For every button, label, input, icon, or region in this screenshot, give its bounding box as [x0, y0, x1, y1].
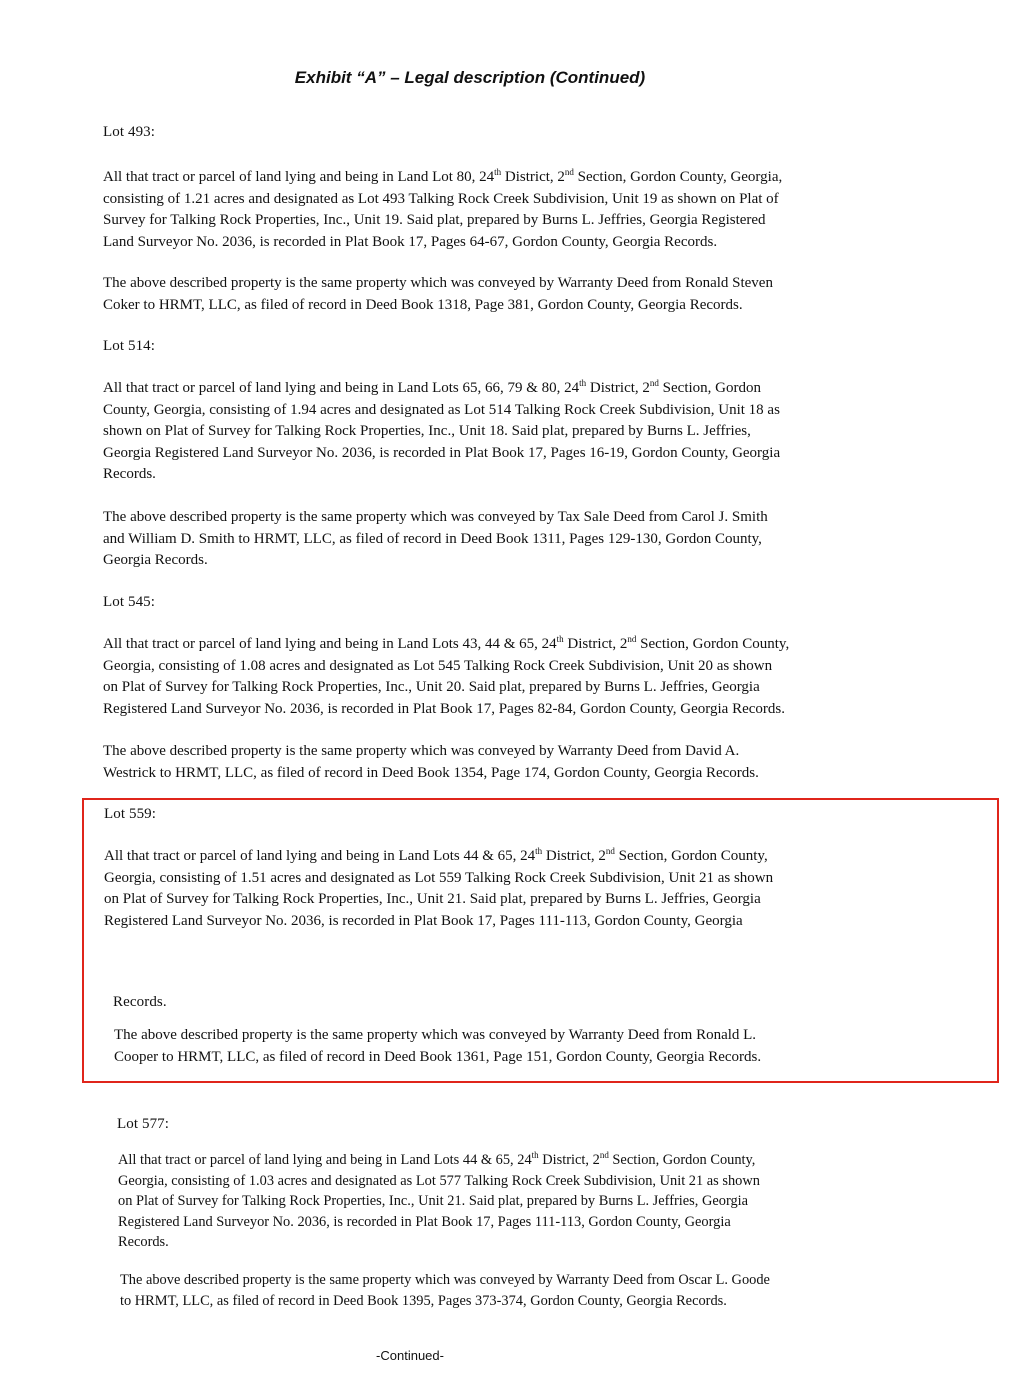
- text-line: Georgia, consisting of 1.08 acres and designated as Lot 545 Talking Rock Creek Subdivision, Unit 20 as shown: [103, 657, 773, 674]
- text-line: shown on Plat of Survey for Talking Rock Properties, Inc., Unit 18. Said plat, prepared by Burns L. Jeffries,: [103, 423, 751, 439]
- lot-conveyance: [120, 1270, 918, 1311]
- lot-description: [103, 167, 935, 253]
- lot-description: [104, 846, 936, 932]
- text-line: Westrick to HRMT, LLC, as filed of record in Deed Book 1354, Page 174, Gordon County, Georgia Records.: [103, 764, 759, 781]
- text-line: All that tract or parcel of land lying and being in Land Lots 44 & 65, 24th District, 2nd Section, Gordon County,: [118, 1150, 756, 1168]
- page-title: Exhibit “A” – Legal description (Continued): [294, 68, 646, 87]
- text-line: Cooper to HRMT, LLC, as filed of record in Deed Book 1361, Page 151, Gordon County, Georgia Records.: [114, 1048, 762, 1065]
- text-line: Survey for Talking Rock Properties, Inc., Unit 19. Said plat, prepared by Burns L. Jeffries, Georgia Registered: [103, 212, 766, 228]
- continued-footer: -Continued-: [376, 1348, 444, 1363]
- text-line: and William D. Smith to HRMT, LLC, as filed of record in Deed Book 1311, Pages 129-130, Gordon County,: [103, 530, 762, 547]
- lot-heading: Lot 514:: [103, 338, 156, 354]
- lot-heading: Lot 545:: [103, 594, 156, 610]
- text-line: County, Georgia, consisting of 1.94 acres and designated as Lot 514 Talking Rock Creek Subdivision, Unit 18 as: [103, 401, 780, 418]
- text-line: The above described property is the same property which was conveyed by Warranty Deed from Ronald L.: [114, 1027, 757, 1043]
- text-line: The above described property is the same property which was conveyed by Warranty Deed from David A.: [103, 743, 740, 759]
- text-line: The above described property is the same property which was conveyed by Tax Sale Deed from Carol J. Smith: [103, 509, 768, 525]
- text-line: Georgia Records.: [103, 552, 208, 568]
- text-line: Land Surveyor No. 2036, is recorded in Plat Book 17, Pages 64-67, Gordon County, Georgia Records.: [103, 233, 718, 250]
- text-line: Records.: [118, 1234, 169, 1250]
- lot-heading: Lot 493:: [103, 124, 156, 140]
- lot-heading: Lot 559:: [104, 806, 157, 822]
- text-line: All that tract or parcel of land lying and being in Land Lots 43, 44 & 65, 24th District, 2nd Section, Gordon County,: [103, 634, 790, 652]
- lot-conveyance: [114, 1025, 914, 1068]
- text-line: Georgia, consisting of 1.03 acres and designated as Lot 577 Talking Rock Creek Subdivision, Unit 21 as shown: [118, 1172, 760, 1189]
- lot-description: [103, 634, 935, 720]
- text-line: Registered Land Surveyor No. 2036, is recorded in Plat Book 17, Pages 82-84, Gordon County, Georgia Records.: [103, 700, 785, 717]
- text-line: to HRMT, LLC, as filed of record in Deed Book 1395, Pages 373-374, Gordon County, Georgia Records.: [120, 1292, 727, 1309]
- text-line: All that tract or parcel of land lying and being in Land Lots 44 & 65, 24th District, 2nd Section, Gordon County,: [104, 846, 768, 864]
- text-line: Registered Land Surveyor No. 2036, is recorded in Plat Book 17, Pages 111-113, Gordon County, Georgia: [104, 912, 743, 929]
- text-line: The above described property is the same property which was conveyed by Warranty Deed from Oscar L. Goode: [120, 1272, 770, 1288]
- lot-conveyance: [103, 507, 935, 572]
- lot-description-continuation: Records.: [113, 994, 167, 1010]
- text-line: All that tract or parcel of land lying and being in Land Lot 80, 24th District, 2nd Section, Gordon County, Georgia,: [103, 167, 783, 185]
- lot-description: [118, 1150, 918, 1253]
- text-line: Records.: [103, 466, 156, 482]
- text-line: on Plat of Survey for Talking Rock Properties, Inc., Unit 21. Said plat, prepared by Burns L. Jeffries, Georgia: [118, 1193, 749, 1209]
- lot-description: [103, 378, 935, 486]
- text-line: The above described property is the same property which was conveyed by Warranty Deed from Ronald Steven: [103, 275, 773, 291]
- text-line: Registered Land Surveyor No. 2036, is recorded in Plat Book 17, Pages 111-113, Gordon County, Georgia: [118, 1213, 731, 1230]
- text-line: Georgia, consisting of 1.51 acres and designated as Lot 559 Talking Rock Creek Subdivision, Unit 21 as shown: [104, 869, 774, 886]
- text-line: consisting of 1.21 acres and designated as Lot 493 Talking Rock Creek Subdivision, Unit 19 as shown on Plat of: [103, 190, 779, 207]
- lot-heading: Lot 577:: [117, 1116, 170, 1132]
- text-line: Georgia Registered Land Surveyor No. 2036, is recorded in Plat Book 17, Pages 16-19, Gordon County, Georgia: [103, 444, 781, 461]
- lot-conveyance: [103, 741, 935, 784]
- text-line: on Plat of Survey for Talking Rock Properties, Inc., Unit 20. Said plat, prepared by Burns L. Jeffries, Georgia: [103, 679, 760, 695]
- lot-conveyance: [103, 273, 911, 316]
- text-line: All that tract or parcel of land lying and being in Land Lots 65, 66, 79 & 80, 24th District, 2nd Section, Gordon: [103, 378, 761, 396]
- text-line: Coker to HRMT, LLC, as filed of record in Deed Book 1318, Page 381, Gordon County, Georgia Records.: [103, 296, 743, 313]
- text-line: on Plat of Survey for Talking Rock Properties, Inc., Unit 21. Said plat, prepared by Burns L. Jeffries, Georgia: [104, 891, 761, 907]
